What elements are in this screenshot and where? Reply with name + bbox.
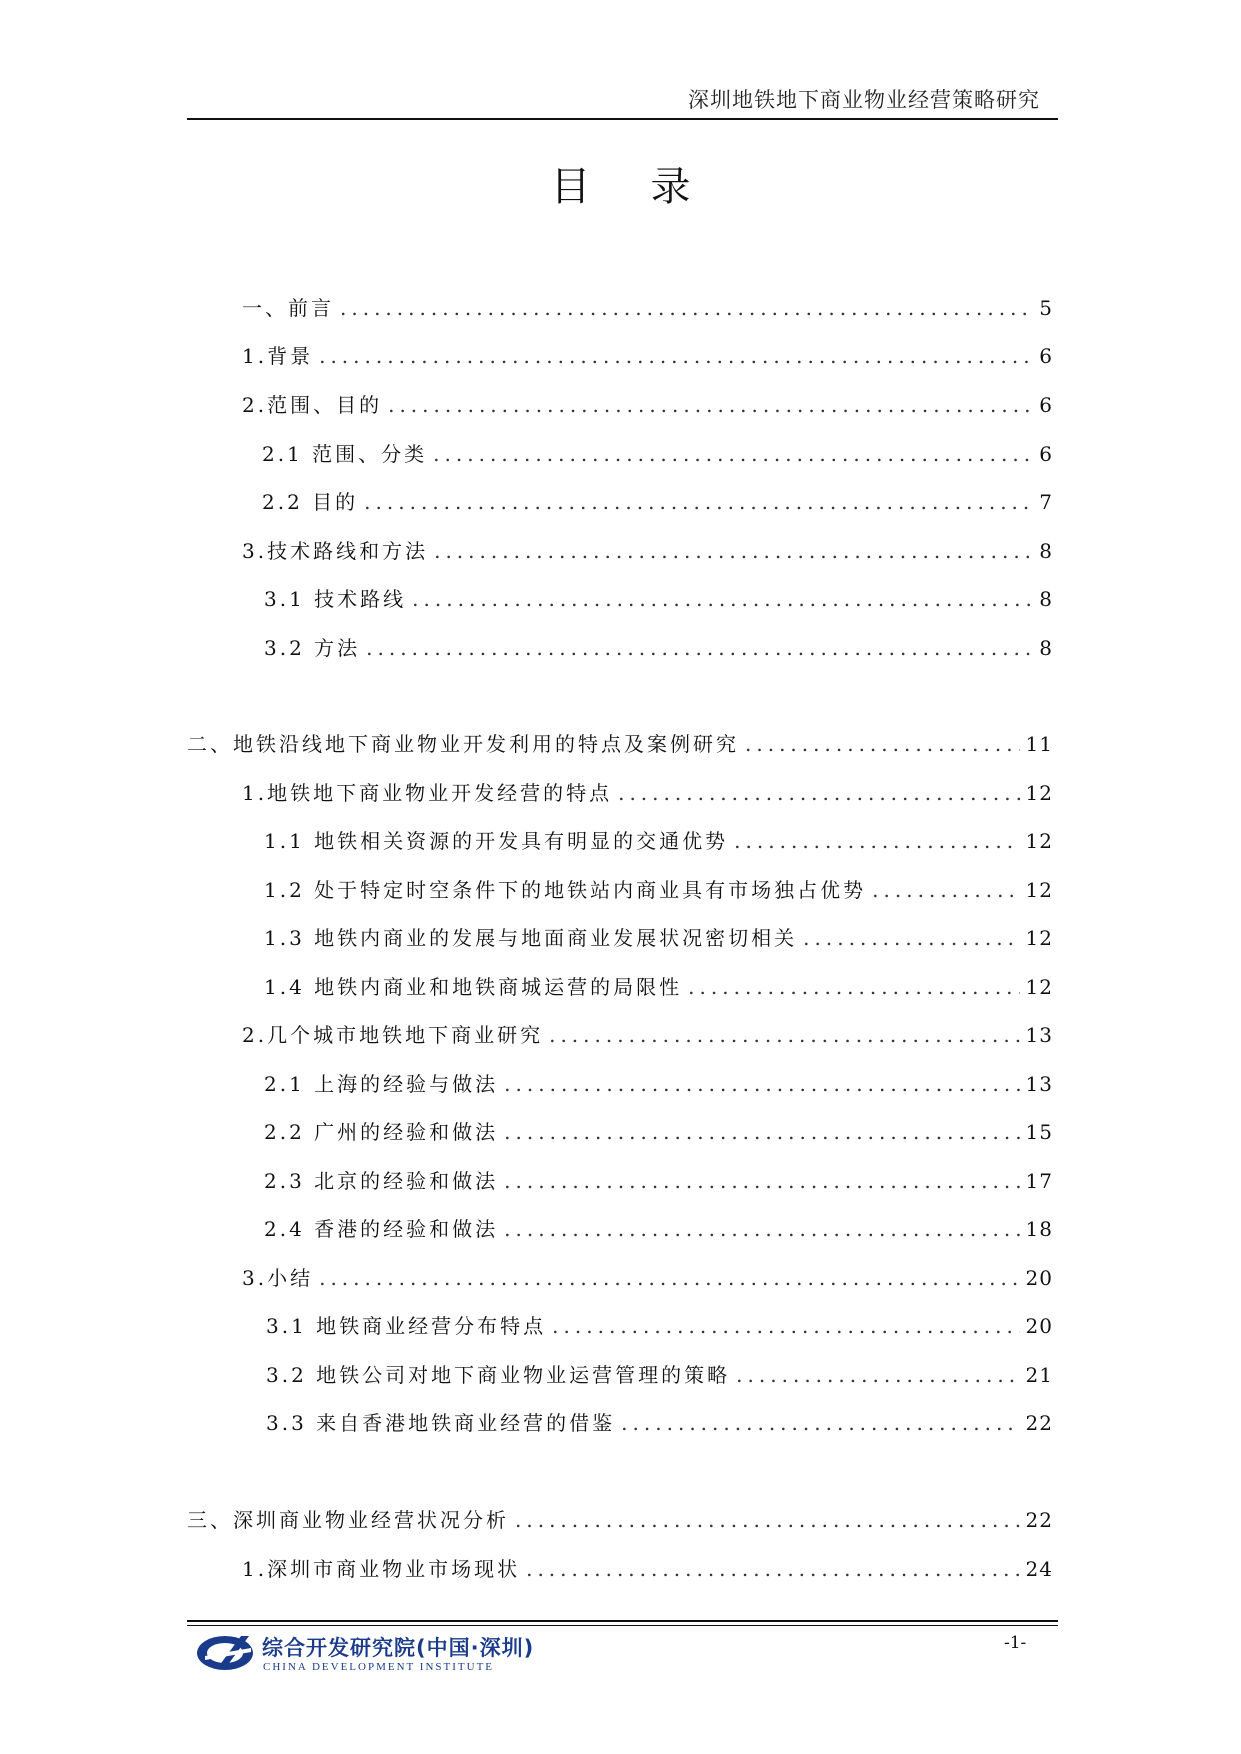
toc-entry-title: 3.小结 (242, 1266, 314, 1290)
toc-entry-page: 8 (1039, 587, 1053, 611)
footer-divider (187, 1620, 1058, 1622)
toc-entry-title: 2.1 范围、分类 (262, 442, 428, 466)
toc-entry-title: 二、地铁沿线地下商业物业开发利用的特点及案例研究 (187, 732, 739, 756)
toc-entry[interactable] (264, 632, 1053, 662)
toc-entry[interactable] (242, 535, 1053, 565)
toc-entry-title: 2.4 香港的经验和做法 (264, 1217, 499, 1241)
toc-entry[interactable] (266, 1407, 1053, 1437)
toc-entry-page: 12 (1025, 975, 1053, 999)
toc-entry[interactable] (264, 874, 1053, 904)
page-number: -1- (1004, 1633, 1027, 1653)
toc-entry[interactable] (264, 971, 1053, 1001)
toc-entry-page: 13 (1025, 1072, 1053, 1096)
toc-leader-dots (552, 1314, 1019, 1338)
toc-entry[interactable] (187, 728, 1053, 758)
toc-leader-dots (803, 926, 1019, 950)
running-header-title: 深圳地铁地下商业物业经营策略研究 (688, 88, 1040, 112)
toc-entry-page: 22 (1025, 1508, 1053, 1532)
toc-entry-page: 6 (1039, 393, 1053, 417)
toc-entry-page: 12 (1025, 926, 1053, 950)
toc-entry-title: 2.1 上海的经验与做法 (264, 1072, 499, 1096)
toc-entry-page: 8 (1039, 539, 1053, 563)
toc-entry[interactable] (242, 1553, 1053, 1583)
toc-entry-page: 6 (1039, 442, 1053, 466)
toc-entry-title: 1.4 地铁内商业和地铁商城运营的局限性 (264, 975, 683, 999)
toc-leader-dots (745, 732, 1020, 756)
toc-entry[interactable] (264, 1165, 1053, 1195)
toc-entry-title: 1.背景 (242, 344, 314, 368)
toc-leader-dots (504, 1120, 1019, 1144)
toc-leader-dots (319, 1266, 1019, 1290)
cdi-logo-icon (195, 1632, 259, 1678)
toc-leader-dots (688, 975, 1019, 999)
toc-leader-dots (526, 1557, 1019, 1581)
toc-entry[interactable] (264, 825, 1053, 855)
toc-entry[interactable] (187, 1504, 1053, 1534)
toc-leader-dots (618, 781, 1019, 805)
toc-leader-dots (364, 490, 1033, 514)
toc-entry[interactable] (242, 389, 1053, 419)
toc-leader-dots (504, 1169, 1019, 1193)
toc-entry-page: 6 (1039, 344, 1053, 368)
toc-entry[interactable] (262, 438, 1053, 468)
toc-entry-title: 3.3 来自香港地铁商业经营的借鉴 (266, 1411, 616, 1435)
toc-entry-page: 12 (1025, 781, 1053, 805)
toc-entry-page: 12 (1025, 829, 1053, 853)
toc-entry-page: 20 (1025, 1266, 1053, 1290)
toc-entry-title: 2.2 目的 (262, 490, 359, 514)
toc-entry-title: 2.几个城市地铁地下商业研究 (242, 1023, 544, 1047)
toc-leader-dots (734, 829, 1019, 853)
toc-entry-title: 2.3 北京的经验和做法 (264, 1169, 499, 1193)
toc-entry-title: 1.1 地铁相关资源的开发具有明显的交通优势 (264, 829, 729, 853)
toc-entry-page: 17 (1025, 1169, 1053, 1193)
toc-entry[interactable] (264, 1068, 1053, 1098)
organization-name-cn: 综合开发研究院(中国·深圳) (262, 1636, 535, 1660)
toc-entry-title: 1.深圳市商业物业市场现状 (242, 1557, 521, 1581)
toc-entry[interactable] (264, 1116, 1053, 1146)
toc-leader-dots (515, 1508, 1020, 1532)
toc-entry[interactable] (264, 1213, 1053, 1243)
toc-leader-dots (736, 1363, 1019, 1387)
toc-entry-title: 1.3 地铁内商业的发展与地面商业发展状况密切相关 (264, 926, 798, 950)
toc-entry-title: 一、前言 (242, 296, 334, 320)
toc-entry-page: 20 (1025, 1314, 1053, 1338)
toc-leader-dots (549, 1023, 1019, 1047)
toc-entry[interactable] (266, 1310, 1053, 1340)
toc-entry-title: 1.2 处于特定时空条件下的地铁站内商业具有市场独占优势 (264, 878, 867, 902)
toc-entry[interactable] (262, 486, 1053, 516)
toc-entry-title: 3.技术路线和方法 (242, 539, 429, 563)
toc-leader-dots (319, 344, 1033, 368)
footer-divider-thin (187, 1625, 1058, 1626)
organization-name-en: CHINA DEVELOPMENT INSTITUTE (263, 1661, 495, 1673)
toc-entry[interactable] (266, 1359, 1053, 1389)
toc-entry-page: 15 (1025, 1120, 1053, 1144)
toc-entry[interactable] (264, 922, 1053, 952)
toc-entry-page: 13 (1025, 1023, 1053, 1047)
toc-leader-dots (412, 587, 1033, 611)
toc-entry-title: 2.范围、目的 (242, 393, 383, 417)
toc-entry-title: 2.2 广州的经验和做法 (264, 1120, 499, 1144)
toc-entry[interactable] (242, 292, 1053, 322)
toc-leader-dots (621, 1411, 1019, 1435)
toc-leader-dots (388, 393, 1033, 417)
toc-entry[interactable] (242, 777, 1053, 807)
toc-entry-page: 18 (1025, 1217, 1053, 1241)
toc-leader-dots (504, 1217, 1019, 1241)
toc-entry[interactable] (242, 340, 1053, 370)
toc-entry-title: 3.2 方法 (264, 636, 361, 660)
toc-entry-title: 1.地铁地下商业物业开发经营的特点 (242, 781, 613, 805)
toc-entry-page: 5 (1039, 296, 1053, 320)
toc-entry-title: 3.2 地铁公司对地下商业物业运营管理的策略 (266, 1363, 731, 1387)
toc-entry[interactable] (264, 583, 1053, 613)
toc-leader-dots (340, 296, 1033, 320)
toc-leader-dots (872, 878, 1019, 902)
toc-entry-page: 7 (1039, 490, 1053, 514)
toc-leader-dots (504, 1072, 1019, 1096)
toc-entry-title: 三、深圳商业物业经营状况分析 (187, 1508, 509, 1532)
toc-heading: 目录 (550, 164, 751, 210)
toc-entry-page: 22 (1025, 1411, 1053, 1435)
toc-leader-dots (433, 442, 1033, 466)
toc-entry-page: 11 (1025, 732, 1053, 756)
toc-entry[interactable] (242, 1262, 1053, 1292)
toc-entry-page: 8 (1039, 636, 1053, 660)
toc-leader-dots (366, 636, 1033, 660)
toc-entry-page: 24 (1025, 1557, 1053, 1581)
toc-entry-page: 12 (1025, 878, 1053, 902)
toc-entry-page: 21 (1025, 1363, 1053, 1387)
toc-leader-dots (434, 539, 1033, 563)
toc-entry[interactable] (242, 1019, 1053, 1049)
toc-entry-title: 3.1 地铁商业经营分布特点 (266, 1314, 547, 1338)
toc-entry-title: 3.1 技术路线 (264, 587, 407, 611)
